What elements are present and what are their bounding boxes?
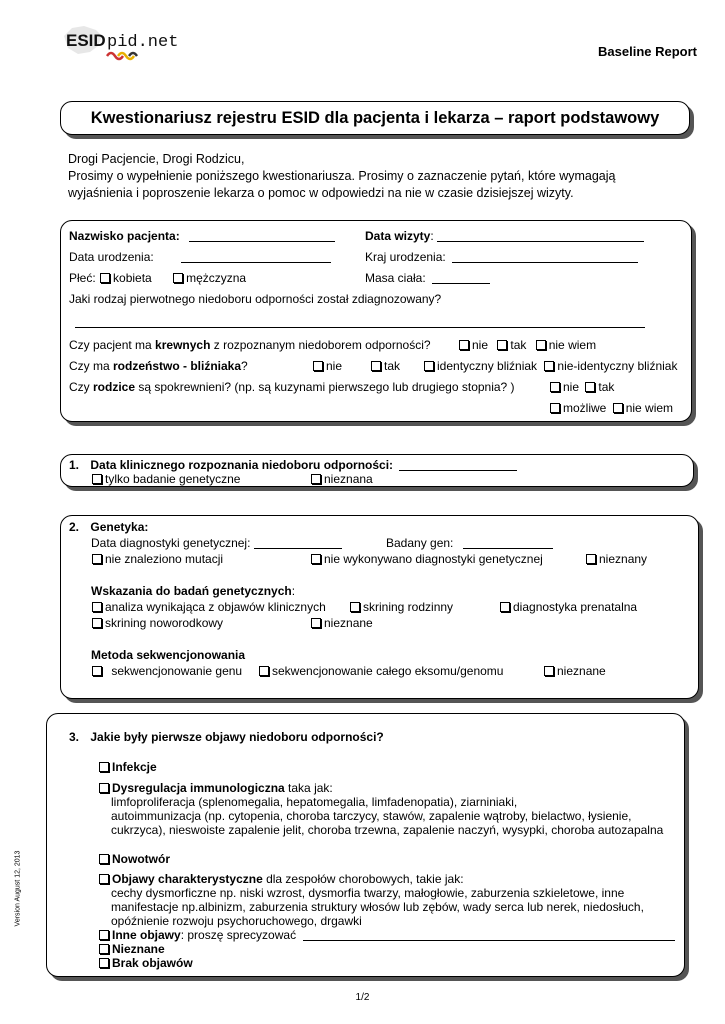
- parents-question: Czy rodzice są spokrewnieni? (np. są kuzynami pierwszego lub drugiego stopnia? ): [69, 380, 515, 394]
- intro-line: wyjaśnienia i poproszenie lekarza o pomoc w odpowiedzi na nie w czasie dzisiejszej wizyty.: [68, 186, 574, 200]
- intro-line: Prosimy o wypełnienie poniższego kwestionariusza. Prosimy o zaznaczenie pytań, które wymagają: [68, 169, 616, 183]
- immune-dysregulation-checkbox[interactable]: [99, 783, 109, 793]
- relatives-yes-checkbox[interactable]: [497, 340, 507, 350]
- clinical-diagnosis-date-field[interactable]: [399, 459, 517, 471]
- svg-text:pid.net: pid.net: [107, 33, 177, 52]
- ind-unknown-checkbox[interactable]: [311, 618, 321, 628]
- sex-female-checkbox[interactable]: [100, 273, 110, 283]
- report-label: Baseline Report: [598, 44, 697, 59]
- patient-name-label: Nazwisko pacjenta:: [69, 229, 180, 243]
- no-genetic-testing-checkbox[interactable]: [311, 554, 321, 564]
- intro-line: Drogi Pacjencie, Drogi Rodzicu,: [68, 152, 245, 166]
- parents-possible-checkbox[interactable]: [550, 403, 560, 413]
- syndromic-checkbox[interactable]: [99, 874, 109, 884]
- sequencing-label: Metoda sekwencjonowania: [91, 648, 246, 662]
- seq-gene-checkbox[interactable]: [92, 666, 102, 676]
- patient-name-field[interactable]: [189, 230, 335, 242]
- section-2-label: Genetyka:: [90, 520, 149, 534]
- parents-yes-checkbox[interactable]: [585, 382, 595, 392]
- infections-checkbox[interactable]: [99, 762, 109, 772]
- diagnosis-question: Jaki rodzaj pierwotnego niedoboru odporności został zdiagnozowany?: [69, 292, 442, 306]
- mass-field[interactable]: [432, 272, 490, 284]
- genetic-only-checkbox[interactable]: [92, 474, 102, 484]
- twin-nonidentical-checkbox[interactable]: [544, 361, 554, 371]
- section-1-label: Data klinicznego rozpoznania niedoboru odporności:: [90, 458, 394, 472]
- page-number: 1/2: [355, 992, 370, 1003]
- date-unknown-checkbox[interactable]: [311, 474, 321, 484]
- seq-unknown-checkbox[interactable]: [544, 666, 554, 676]
- twin-question: Czy ma rodzeństwo - bliźniaka?: [69, 359, 248, 373]
- twin-identical-checkbox[interactable]: [424, 361, 434, 371]
- ind-clinical-checkbox[interactable]: [92, 602, 102, 612]
- dob-field[interactable]: [181, 251, 331, 263]
- intro-text: [68, 151, 668, 202]
- diagnosis-field[interactable]: [75, 327, 645, 328]
- parents-unknown-checkbox[interactable]: [613, 403, 623, 413]
- mass-label: Masa ciała:: [365, 271, 426, 285]
- country-label: Kraj urodzenia:: [365, 250, 446, 264]
- section-3-label: Jakie były pierwsze objawy niedoboru odporności?: [90, 730, 384, 744]
- synd-detail: cechy dysmorficzne np. niski wzrost, dysmorfia twarzy, małogłowie, zaburzenia szkieletowe, inne: [111, 886, 625, 900]
- twin-yes-checkbox[interactable]: [371, 361, 381, 371]
- page-title: Kwestionariusz rejestru ESID dla pacjenta i lekarza – raport podstawowy: [60, 101, 690, 135]
- seq-exome-checkbox[interactable]: [259, 666, 269, 676]
- dysreg-detail: autoimmunizacja (np. cytopenia, choroba tarczycy, stawów, zapalenie wątroby, bielactwo, łysienie,: [111, 809, 632, 823]
- esid-logo-graphic: [62, 22, 177, 66]
- svg-text:ESID: ESID: [66, 31, 106, 50]
- symptoms-unknown-checkbox[interactable]: [99, 944, 109, 954]
- no-symptoms-checkbox[interactable]: [99, 958, 109, 968]
- relatives-unknown-checkbox[interactable]: [536, 340, 546, 350]
- synd-detail: manifestacje np.albinizm, zaburzenia struktury włosów lub zębów, wady serca lub nerek, niedosłuch,: [111, 900, 644, 914]
- relatives-no-checkbox[interactable]: [459, 340, 469, 350]
- twin-no-checkbox[interactable]: [313, 361, 323, 371]
- version-note: Version August 12, 2013: [14, 850, 22, 927]
- ind-prenatal-checkbox[interactable]: [500, 602, 510, 612]
- country-field[interactable]: [452, 251, 638, 263]
- ind-newborn-checkbox[interactable]: [92, 618, 102, 628]
- gene-field[interactable]: [463, 537, 553, 549]
- genetic-diagnosis-date-field[interactable]: [254, 537, 342, 549]
- visit-date-label: Data wizyty: [365, 229, 431, 243]
- visit-date-field[interactable]: [437, 230, 644, 242]
- sex-male-checkbox[interactable]: [173, 273, 183, 283]
- relatives-question: Czy pacjent ma krewnych z rozpoznanym niedoborem odporności?: [69, 338, 431, 352]
- tumors-checkbox[interactable]: [99, 854, 109, 864]
- indications-label: Wskazania do badań genetycznych: [91, 584, 292, 598]
- dysreg-detail: cukrzyca), nieswoiste zapalenie jelit, choroba trzewna, zapalenie naczyń, wysypki, choroba autozapalna: [111, 823, 664, 837]
- parents-no-checkbox[interactable]: [550, 382, 560, 392]
- sex-label: Płeć:: [69, 271, 96, 285]
- esid-logo: [62, 22, 177, 66]
- other-symptoms-checkbox[interactable]: [99, 930, 109, 940]
- genetic-unknown-checkbox[interactable]: [586, 554, 596, 564]
- other-symptoms-field[interactable]: [303, 929, 675, 941]
- dob-label: Data urodzenia:: [69, 250, 154, 264]
- ind-family-checkbox[interactable]: [350, 602, 360, 612]
- dysreg-detail: limfoproliferacja (splenomegalia, hepatomegalia, limfadenopatia), ziarniniaki,: [111, 795, 518, 809]
- no-mutation-checkbox[interactable]: [92, 554, 102, 564]
- synd-detail: opóźnienie rozwoju psychoruchowego, drgawki: [111, 914, 362, 928]
